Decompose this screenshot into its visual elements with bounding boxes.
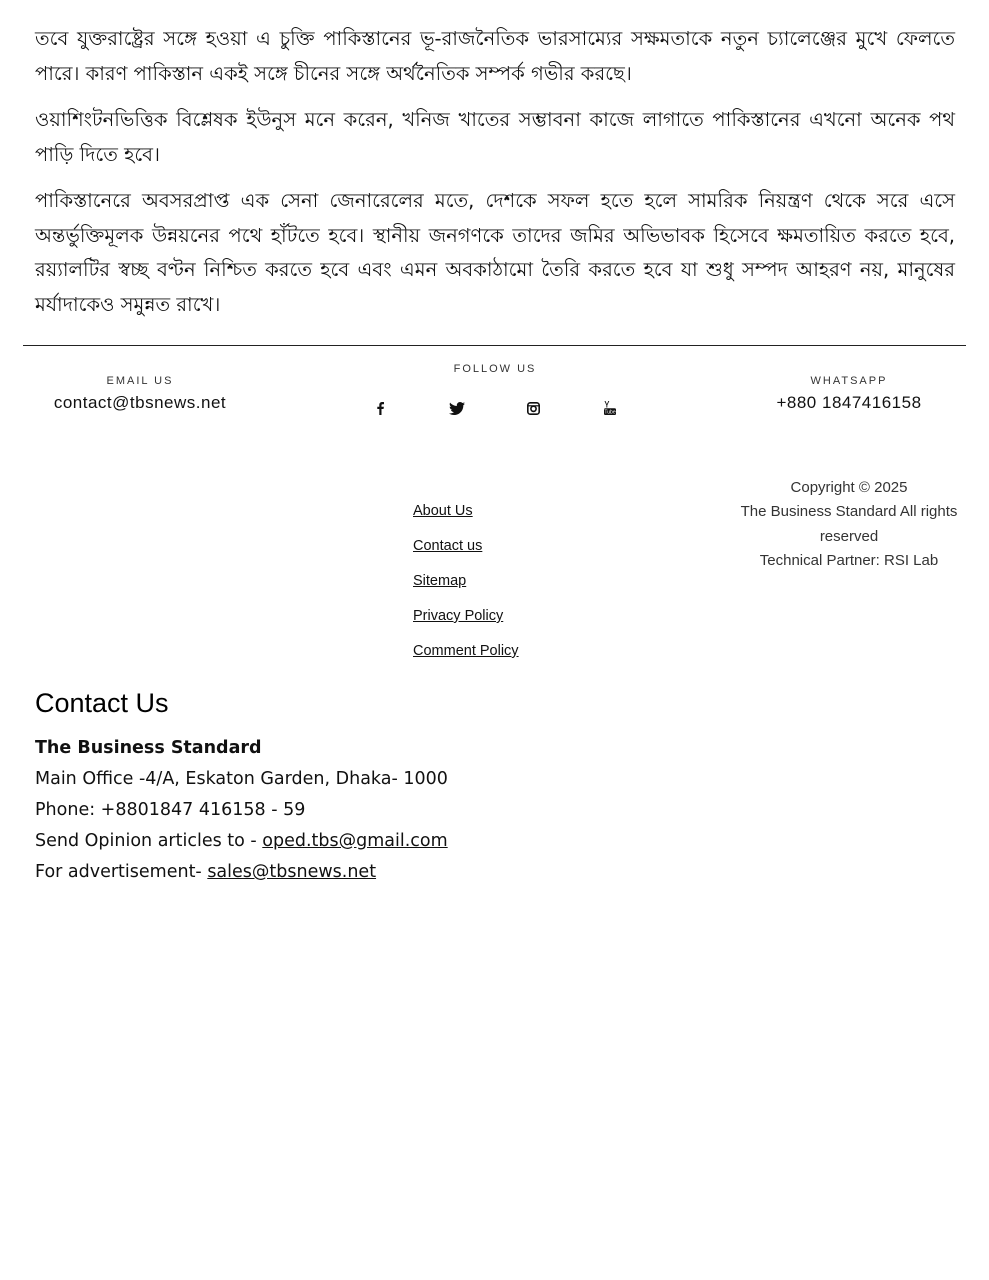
contact-heading: Contact Us bbox=[35, 688, 169, 718]
copyright-line: Copyright © 2025 bbox=[790, 479, 908, 496]
instagram-icon[interactable] bbox=[523, 398, 543, 418]
privacy-policy-link[interactable]: Privacy Policy bbox=[413, 608, 504, 624]
contact-section bbox=[35, 688, 635, 888]
contact-us-link[interactable]: Contact us bbox=[413, 538, 483, 554]
twitter-icon[interactable] bbox=[447, 398, 467, 418]
sitemap-link[interactable]: Sitemap bbox=[413, 573, 467, 589]
opinion-line bbox=[35, 826, 635, 857]
svg-text:Tube: Tube bbox=[604, 409, 616, 415]
whatsapp-number[interactable]: +880 1847416158 bbox=[776, 393, 922, 412]
whatsapp-block bbox=[760, 375, 938, 413]
email-label: EMAIL US bbox=[106, 375, 174, 387]
tech-partner-line: Technical Partner: RSI Lab bbox=[759, 551, 939, 569]
follow-label: FOLLOW US bbox=[453, 363, 537, 375]
phone-number: Phone: +8801847 416158 - 59 bbox=[35, 800, 306, 820]
email-link[interactable]: contact@tbsnews.net bbox=[53, 393, 227, 412]
youtube-icon[interactable] bbox=[600, 398, 620, 418]
copyright-block bbox=[738, 476, 960, 573]
article-paragraph: তবে যুক্তরাষ্ট্রের সঙ্গে হওয়া এ চুক্তি পাকিস্তানের ভূ-রাজনৈতিক ভারসাম্যের সক্ষমতাকে নতুন চ্যালেঞ্জের মুখে ফেলতে পারে। কারণ পাকিস্তান একই সঙ্গে চীনের সঙ্গে অর্থনৈতিক সম্পর্ক গভীর করছে। bbox=[35, 27, 955, 85]
office-address: Main Office -4/A, Eskaton Garden, Dhaka- 1000 bbox=[35, 769, 448, 789]
comment-policy-link[interactable]: Comment Policy bbox=[413, 643, 519, 659]
ads-line bbox=[35, 857, 635, 888]
ads-email-link[interactable]: sales@tbsnews.net bbox=[207, 862, 377, 882]
facebook-icon[interactable] bbox=[370, 398, 390, 418]
whatsapp-label: WHATSAPP bbox=[810, 375, 888, 387]
rights-line: The Business Standard All rights reserved bbox=[740, 503, 958, 545]
footer-divider bbox=[23, 345, 966, 346]
article-body bbox=[35, 22, 955, 334]
opinion-prefix: Send Opinion articles to - bbox=[35, 831, 263, 851]
org-name: The Business Standard bbox=[35, 738, 262, 758]
article-paragraph: ওয়াশিংটনভিত্তিক বিশ্লেষক ইউনুস মনে করেন, খনিজ খাতের সম্ভাবনা কাজে লাগাতে পাকিস্তানের এখনো অনেক পথ পাড়ি দিতে হবে। bbox=[35, 108, 955, 166]
opinion-email-link[interactable]: oped.tbs@gmail.com bbox=[262, 831, 448, 851]
email-block bbox=[40, 375, 240, 413]
footer-links bbox=[413, 501, 519, 676]
article-paragraph: পাকিস্তানেরে অবসরপ্রাপ্ত এক সেনা জেনারেলের মতে, দেশকে সফল হতে হলে সামরিক নিয়ন্ত্রণ থেকে সরে এসে অন্তর্ভুক্তিমূলক উন্নয়নের পথে হাঁটতে হবে। স্থানীয় জনগণকে তাদের জমির অভিভাবক হিসেবে ক্ষমতায়িত করতে হবে, রয়্যালটির স্বচ্ছ বণ্টন নিশ্চিত করতে হবে এবং এমন অবকাঠামো তৈরি করতে হবে যা শুধু সম্পদ আহরণ নয়, মানুষের মর্যাদাকেও সমুন্নত রাখে। bbox=[35, 189, 955, 316]
ads-prefix: For advertisement- bbox=[35, 862, 208, 882]
follow-block bbox=[395, 363, 595, 375]
about-us-link[interactable]: About Us bbox=[413, 503, 473, 519]
